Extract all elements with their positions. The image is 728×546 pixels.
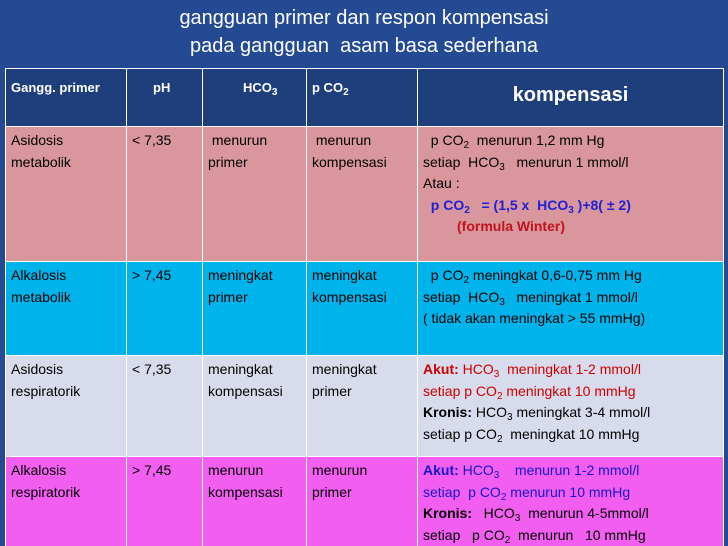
akut-label: Akut: (423, 361, 459, 377)
primer-line: respiratorik (11, 382, 81, 399)
komp-sub: 2 (463, 140, 470, 151)
primer-line: Asidosis (11, 132, 64, 148)
pco2-cell (307, 457, 418, 546)
title-line-2: pada gangguan asam basa sederhana (189, 35, 539, 57)
primer-cell (6, 127, 127, 262)
komp-text: setiap HCO (423, 153, 500, 170)
hco3-line: kompensasi (208, 382, 283, 399)
compensation-table (5, 68, 724, 546)
komp-text: HCO (458, 361, 494, 377)
komp-text: menurun 1,2 mm Hg (469, 132, 605, 148)
title-line-1: gangguan primer dan respon kompensasi (179, 7, 549, 29)
komp-text: p CO (423, 132, 464, 148)
komp-sub: 3 (493, 470, 500, 481)
primer-line: Alkalosis (11, 462, 67, 478)
winter-label: (formula Winter) (457, 218, 565, 234)
komp-sub: 3 (493, 369, 500, 380)
kronis-label: Kronis: (423, 505, 472, 521)
ph-cell: < 7,35 (127, 356, 203, 457)
table-row (6, 457, 724, 546)
komp-text: meningkat 3-4 mmol/l (512, 404, 651, 420)
komp-text: meningkat 10 mmHg (502, 382, 636, 399)
komp-sub: 2 (496, 433, 503, 445)
header-hco3 (203, 69, 307, 127)
komp-text: meningkat 1-2 mmol/l (499, 361, 641, 377)
ph-cell: < 7,35 (127, 127, 203, 262)
header-hco3-sub: 3 (271, 87, 278, 98)
pco2-line: meningkat (312, 361, 377, 377)
hco3-line: primer (208, 153, 248, 170)
komp-sub: 3 (568, 204, 574, 216)
hco3-line: menurun (208, 132, 268, 148)
komp-sub: 2 (500, 491, 507, 503)
komp-line (423, 381, 718, 403)
akut-label: Akut: (423, 462, 459, 478)
winter-formula (423, 195, 718, 217)
header-primer: Gangg. primer (6, 69, 127, 127)
hco3-cell (203, 127, 307, 262)
ph-cell: > 7,45 (127, 262, 203, 356)
header-row (6, 69, 724, 127)
hco3-cell (203, 457, 307, 546)
hco3-line: menurun (208, 462, 264, 478)
komp-line (423, 482, 718, 504)
pco2-line: menurun (312, 462, 368, 478)
pco2-line: primer (312, 382, 352, 399)
header-kompensasi: kompensasi (418, 69, 724, 127)
pco2-line: kompensasi (312, 153, 387, 170)
header-hco3-text: HCO (243, 80, 272, 95)
komp-text: p CO (423, 267, 464, 283)
kronis-label: Kronis: (423, 404, 472, 420)
komp-text: menurun 10 mmHg (510, 526, 646, 543)
primer-cell (6, 262, 127, 356)
komp-text: menurun 10 mmHg (506, 483, 631, 500)
pco2-cell (307, 127, 418, 262)
hco3-cell (203, 262, 307, 356)
komp-sub: 3 (514, 513, 521, 524)
kompensasi-cell (418, 127, 724, 262)
komp-sub: 3 (499, 161, 505, 173)
primer-line: Alkalosis (11, 267, 67, 283)
komp-text: meningkat 1 mmol/l (504, 288, 638, 305)
pco2-line: menurun (312, 132, 372, 148)
komp-line: Atau : (423, 175, 460, 191)
komp-text: = (1,5 x HCO (469, 196, 569, 213)
komp-text: menurun 1-2 mmol/l (499, 462, 640, 478)
komp-sub: 2 (464, 204, 470, 216)
kompensasi-cell (418, 262, 724, 356)
primer-line: metabolik (11, 153, 71, 170)
komp-text: setiap HCO (423, 288, 500, 305)
header-pco2 (307, 69, 418, 127)
slide-title (0, 4, 728, 60)
komp-line (423, 359, 718, 381)
komp-line (423, 152, 718, 174)
pco2-line: primer (312, 483, 352, 500)
komp-text: HCO (458, 462, 494, 478)
komp-text: menurun 4-5mmol/l (520, 505, 649, 521)
komp-text: setiap p CO (423, 382, 497, 399)
komp-line: ( tidak akan meningkat > 55 mmHg) (423, 310, 646, 326)
komp-text: meningkat 0,6-0,75 mm Hg (469, 267, 642, 283)
komp-text: meningkat 10 mmHg (502, 425, 640, 442)
kompensasi-cell (418, 356, 724, 457)
komp-line (423, 460, 718, 482)
table-row (6, 262, 724, 356)
komp-text: HCO (472, 505, 515, 521)
komp-text: HCO (472, 404, 507, 420)
komp-line (423, 424, 718, 446)
komp-sub: 2 (504, 534, 511, 546)
komp-sub: 2 (496, 390, 503, 402)
pco2-line: meningkat (312, 267, 377, 283)
komp-text: menurun 1 mmol/l (504, 153, 629, 170)
hco3-line: meningkat (208, 267, 273, 283)
pco2-line: kompensasi (312, 288, 387, 305)
komp-text: setiap p CO (423, 425, 497, 442)
komp-text: setiap p CO (423, 483, 501, 500)
hco3-cell (203, 356, 307, 457)
primer-line: Asidosis (11, 361, 64, 377)
komp-line (423, 402, 718, 424)
ph-cell: > 7,45 (127, 457, 203, 546)
komp-text: )+8( ± 2) (573, 196, 631, 213)
komp-text: setiap p CO (423, 526, 505, 543)
komp-sub: 3 (507, 412, 513, 423)
table-row (6, 356, 724, 457)
pco2-cell (307, 356, 418, 457)
hco3-line: kompensasi (208, 483, 283, 500)
komp-text: p CO (423, 196, 465, 213)
table-row (6, 127, 724, 262)
komp-line (423, 287, 718, 309)
primer-cell (6, 457, 127, 546)
komp-sub: 2 (463, 275, 470, 286)
hco3-line: meningkat (208, 361, 273, 377)
komp-line (423, 503, 718, 525)
header-pco2-sub: 2 (343, 87, 349, 98)
komp-line (423, 265, 718, 287)
komp-line (423, 525, 718, 546)
hco3-line: primer (208, 288, 248, 305)
pco2-cell (307, 262, 418, 356)
header-ph: pH (127, 69, 203, 127)
komp-sub: 3 (499, 296, 505, 308)
komp-line (423, 130, 718, 152)
primer-line: respiratorik (11, 483, 81, 500)
kompensasi-cell (418, 457, 724, 546)
primer-cell (6, 356, 127, 457)
primer-line: metabolik (11, 288, 71, 305)
header-pco2-text: p CO (312, 80, 344, 95)
